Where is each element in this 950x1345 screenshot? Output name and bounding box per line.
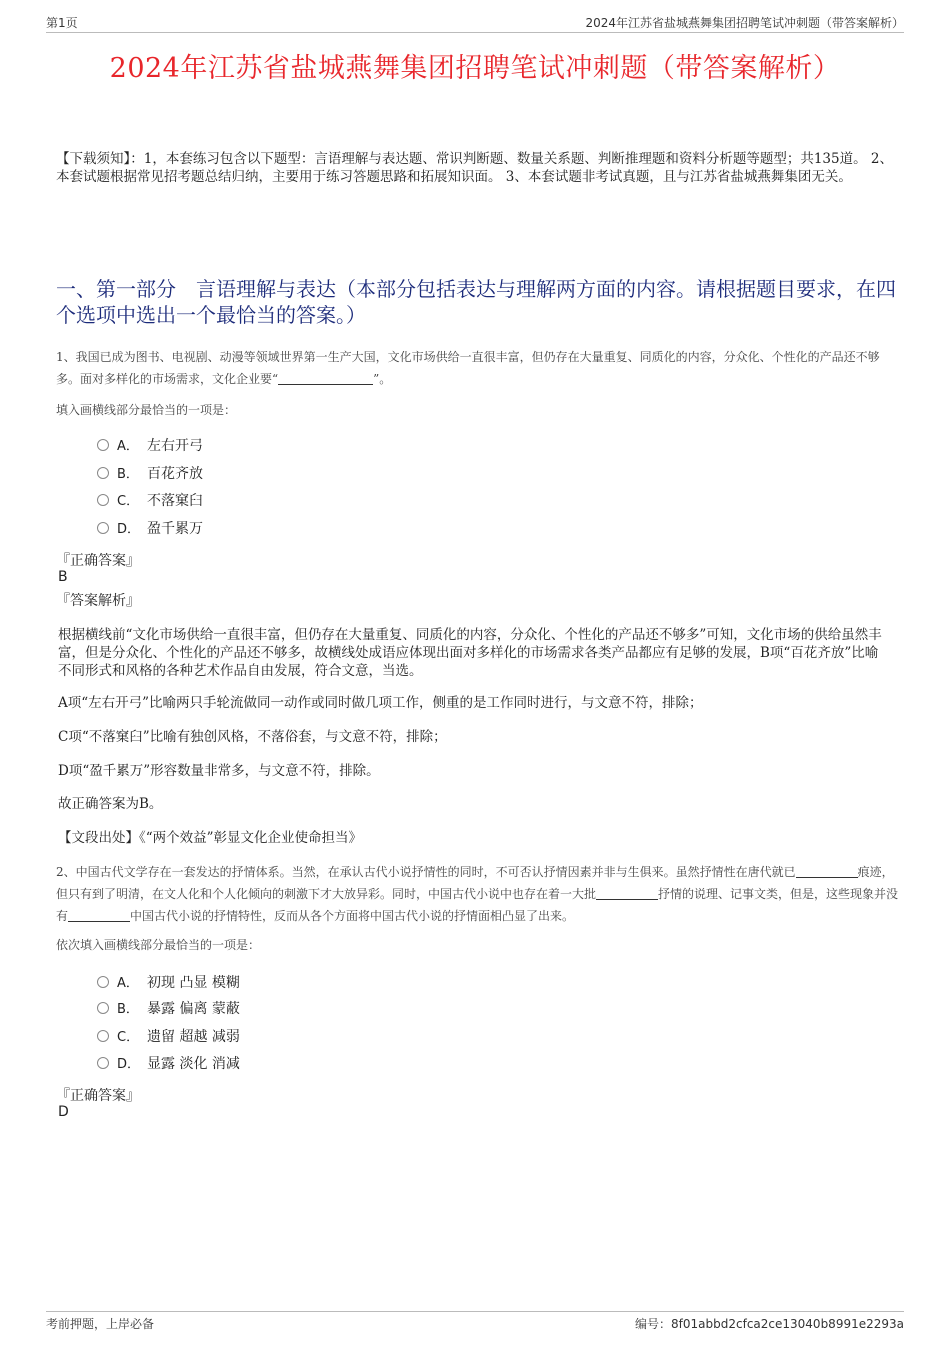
answer-blank <box>796 865 858 878</box>
option-text: 左右开弓 <box>147 438 203 454</box>
q1-analysis-paragraph: A项“左右开弓”比喻两只手轮流做同一动作或同时做几项工作，侧重的是工作同时进行，与文意不符，排除； <box>58 695 703 711</box>
option-letter: A． <box>117 976 139 991</box>
radio-icon[interactable] <box>97 1002 109 1014</box>
question-1-text-a: 1、我国已成为图书、电视剧、动漫等领域世界第一生产大国，文化市场供给一直很丰富，但仍存在大量重复、同质化的内容，分众化、个性化的产品还不够多。面对多样化的市场需求，文化企业要“ <box>56 350 880 386</box>
download-notice: 【下载须知】：1，本套练习包含以下题型：言语理解与表达题、常识判断题、数量关系题、判断推理题和资料分析题等题型；共135道。 2、本套试题根据常见招考题总结归纳，主要用于练习答题思路和拓展知识面。 3、本套试题非考试真题，且与江苏省盐城燕舞集团无关。 <box>56 151 893 185</box>
radio-icon[interactable] <box>97 439 109 451</box>
question-1-stem <box>56 346 901 390</box>
option-letter: C． <box>117 494 140 509</box>
question-1-text-b: ”。 <box>373 372 392 386</box>
q2-option-a[interactable] <box>97 973 240 993</box>
question-2-stem <box>56 861 901 927</box>
option-text: 百花齐放 <box>147 466 203 482</box>
q1-answer-label: 『正确答案』 <box>56 553 140 569</box>
q1-analysis-paragraph: 根据横线前“文化市场供给一直很丰富，但仍存在大量重复、同质化的内容，分众化、个性化的产品还不够多”可知，文化市场的供给虽然丰富，但是分众化、个性化的产品还不够多，故横线处成语应体现出面对多样化的市场需求各类产品都应有足够的发展，B项“百花齐放”比喻不同形式和风格的各种艺术作品自由发展，符合文意，当选。 <box>58 627 882 679</box>
option-letter: A． <box>117 439 139 454</box>
radio-icon[interactable] <box>97 1057 109 1069</box>
option-text: 初现 凸显 模糊 <box>147 975 240 991</box>
page-header <box>46 14 904 33</box>
q1-analysis-paragraph: 故正确答案为B。 <box>58 796 163 812</box>
question-2-text-4: 中国古代小说的抒情特性，反而从各个方面将中国古代小说的抒情面相凸显了出来。 <box>130 909 575 923</box>
option-text: 遗留 超越 减弱 <box>147 1029 240 1045</box>
answer-blank <box>596 887 658 900</box>
radio-icon[interactable] <box>97 494 109 506</box>
q2-option-c[interactable] <box>97 1027 240 1047</box>
footer-slogan: 考前押题，上岸必备 <box>46 1317 155 1331</box>
answer-blank <box>278 372 373 385</box>
page-footer <box>46 1311 904 1332</box>
option-letter: D． <box>117 1057 141 1072</box>
option-text: 不落窠臼 <box>147 493 203 509</box>
q2-option-d[interactable] <box>97 1054 240 1074</box>
question-1-prompt: 填入画横线部分最恰当的一项是： <box>56 403 237 417</box>
q1-option-b[interactable] <box>97 464 203 484</box>
option-letter: D． <box>117 522 141 537</box>
q1-answer: B <box>58 569 68 585</box>
question-2-text-1: 2、中国古代文学存在一套发达的抒情体系。当然，在承认古代小说抒情性的同时，不可否认抒情因素并非与生俱来。虽然抒情性在唐代就已 <box>56 865 796 879</box>
q1-analysis-label: 『答案解析』 <box>56 593 140 609</box>
q2-answer-label: 『正确答案』 <box>56 1088 140 1104</box>
q1-option-a[interactable] <box>97 436 203 456</box>
page-title: 2024年江苏省盐城燕舞集团招聘笔试冲刺题（带答案解析） <box>109 53 841 84</box>
option-letter: B． <box>117 1002 139 1017</box>
q2-answer: D <box>58 1104 69 1120</box>
section-heading: 一、第一部分 言语理解与表达（本部分包括表达与理解两方面的内容。请根据题目要求，在四个选项中选出一个最恰当的答案。） <box>56 277 896 327</box>
q1-option-c[interactable] <box>97 491 203 511</box>
q1-source: 【文段出处】《“两个效益”彰显文化企业使命担当》 <box>58 830 363 846</box>
question-2-text-3: 抒情的说理、记事文类，但是，这些现象并没有 <box>56 887 899 923</box>
q1-option-d[interactable] <box>97 519 203 539</box>
q1-analysis-paragraph: C项“不落窠臼”比喻有独创风格，不落俗套，与文意不符，排除； <box>58 729 447 745</box>
q1-analysis-paragraph: D项“盈千累万”形容数量非常多，与文意不符，排除。 <box>58 763 380 779</box>
option-letter: B． <box>117 467 139 482</box>
radio-icon[interactable] <box>97 1030 109 1042</box>
option-text: 盈千累万 <box>147 521 203 537</box>
question-2-prompt: 依次填入画横线部分最恰当的一项是： <box>56 938 261 952</box>
option-text: 显露 淡化 消减 <box>147 1056 240 1072</box>
question-2-text-2: 痕迹，但只有到了明清，在文人化和个人化倾向的刺激下才大放异彩。同时，中国古代小说中也存在着一大批 <box>56 865 894 901</box>
option-text: 暴露 偏离 蒙蔽 <box>147 1001 240 1017</box>
radio-icon[interactable] <box>97 467 109 479</box>
radio-icon[interactable] <box>97 522 109 534</box>
footer-serial: 编号：8f01abbd2cfca2ce13040b8991e2293a <box>635 1317 904 1331</box>
option-letter: C． <box>117 1030 140 1045</box>
q2-option-b[interactable] <box>97 999 240 1019</box>
radio-icon[interactable] <box>97 976 109 988</box>
header-doc-title: 2024年江苏省盐城燕舞集团招聘笔试冲刺题（带答案解析） <box>585 16 904 30</box>
answer-blank <box>68 909 130 922</box>
page-number: 第1页 <box>46 16 78 30</box>
